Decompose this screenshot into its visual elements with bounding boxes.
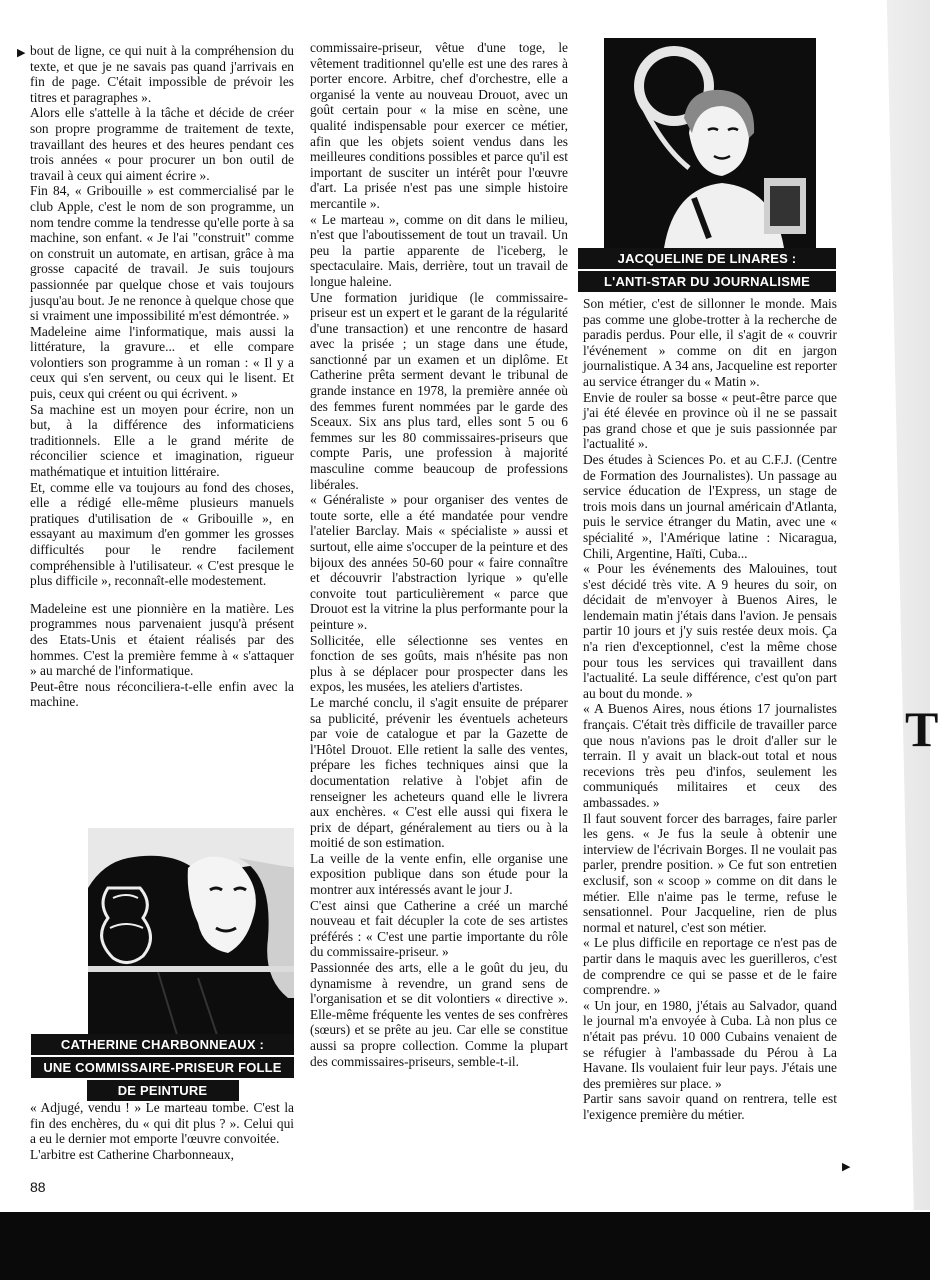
paragraph: « A Buenos Aires, nous étions 17 journalistes français. C'était très difficile de travailler parce que nous n'avions pas le droit d'aller sur le terrain. Il y avait un black-out total et nous recevions très peu d'infos, seulement les communiqués militaires et ceux des ambassades. » <box>583 701 837 810</box>
paragraph: Passionnée des arts, elle a le goût du jeu, du dynamisme à revendre, un grand sens de l'organisation et se dit volontiers « directive ». Elle-même fréquente les ventes de ses confrères (sœurs) et se prête au jeu. Car elle se constitue aussi sa propre collection. Comme la plupart des commissaires-priseurs, semble-t-il. <box>310 960 568 1069</box>
paragraph: Madeleine est une pionnière en la matière. Les programmes nous parvenaient jusqu'à présent des Etats-Unis et étaient réalisés par des hommes. C'est la première femme à « s'attaquer » au marché de l'informatique. <box>30 600 294 679</box>
paragraph: Il faut souvent forcer des barrages, faire parler les gens. « Je fus la seule à obtenir une interview de l'écrivain Borges. Il ne voulait pas parler, prendre position. » Ce fut son entretien exclusif, son « scoop » comme on dit dans le métier. Elle n'aime pas le terme, refuse le sensationnel. Pour Jacqueline, rien de plus normal et naturel, c'est son métier. <box>583 810 837 935</box>
scan-bottom-border <box>0 1212 930 1280</box>
paragraph: Son métier, c'est de sillonner le monde. Mais pas comme une globe-trotter à la recherche de paradis perdus. Pour elle, il s'agit de « couvrir l'événement » comme on dit en jargon journalistique. A 34 ans, Jacqueline est reporter au service étranger du « Matin ». <box>583 296 837 389</box>
paragraph: Des études à Sciences Po. et au C.F.J. (Centre de Formation des Journalistes). Un passage au service éducation de l'Express, un stage de trois mois dans un journal américain d'Atlanta, puis le service étranger du Matin, avec une « spécialité », l'Amérique latine : Nicaragua, Chili, Argentine, Haïti, Cuba... <box>583 451 837 561</box>
paragraph: Et, comme elle va toujours au fond des choses, elle a rédigé elle-même plusieurs manuels pratiques d'utilisation de « Gribouille », en essayant au maximum d'en gommer les grosses difficultés pour le rendre facilement compréhensible à l'utilisateur. « C'est presque le plus difficile », reconnaît-elle modestement. <box>30 479 294 589</box>
paragraph: « Pour les événements des Malouines, tout s'est décidé très vite. A 9 heures du soir, on décidait de m'envoyer à Buenos Aires, le lendemain matin j'étais dans l'avion. Je pensais partir 10 jours et j'y suis restée deux mois. Ça n'a rien d'exceptionnel, c'est la même chose pour tous les services qui travaillent dans l'actualité. La seule différence, c'est qu'on part au bout du monde. » <box>583 561 837 701</box>
headline-catherine <box>31 1034 294 1101</box>
paragraph: Peut-être nous réconciliera-t-elle enfin avec la machine. <box>30 678 294 710</box>
paragraph: « Le marteau », comme on dit dans le milieu, n'est que l'aboutissement de tout un travail. Un peu la partie apparente de l'iceberg, le spectaculaire. Mais, derrière, tout un travail de longue haleine. <box>310 211 568 289</box>
paragraph: Alors elle s'attelle à la tâche et décide de créer son propre programme de traitement de texte, travaillant des heures et des heures pendant ces trois années « pour procurer un bon outil de travail à ceux qui aiment écrire ». <box>30 105 294 183</box>
next-page-letter: T <box>905 701 938 757</box>
paragraph: Le marché conclu, il s'agit ensuite de préparer sa publicité, prévenir les éventuels acheteurs par voie de catalogue et par la Gazette de l'Hôtel Drouot. Elle retient la salle des ventes, prépare les fiches techniques ainsi que la documentation relative à l'objet afin de renseigner les acheteurs quand elle le livrera aux enchères. « C'est elle aussi qui fixera le prix de départ, généralement au tiers ou à la moitié de son estimation. <box>310 694 568 851</box>
catherine-portrait-photo <box>88 828 294 1038</box>
paragraph: bout de ligne, ce qui nuit à la compréhension du texte, et que je ne savais pas quand j'arrivais en fin de page. C'était impossible de prévoir les titres et paragraphes ». <box>30 43 294 105</box>
article-column-1 <box>30 43 294 710</box>
paragraph: commissaire-priseur, vêtue d'une toge, le vêtement traditionnel qu'elle est une des rares à porter encore. Arbitre, chef d'orchestre, elle a organisé la vente au nouveau Drouot, avec un goût certain pour « la mise en scène, une qualité indispensable pour exercer ce métier, afin que les objets soient vendus dans les meilleures conditions possibles et parce qu'il est important de susciter un intérêt pour l'œuvre d'art. La prisée n'est pas une simple histoire mercantile ». <box>310 40 568 211</box>
jacqueline-portrait-photo <box>604 38 816 248</box>
paragraph: Madeleine aime l'informatique, mais aussi la littérature, la gravure... et elle compare volontiers son programme à un roman : « Il y a ceux qui s'en servent, ou ceux qui le lisent. Et puis, ceux qui créent ou qui écrivent. » <box>30 323 294 402</box>
paragraph: La veille de la vente enfin, elle organise une exposition publique dans son étude pour la montrer aux intéressés avant le jour J. <box>310 850 568 898</box>
paragraph: « Généraliste » pour organiser des ventes de toute sorte, elle a été mandatée pour vendre l'atelier Barclay. Mais « spécialiste » aussi et surtout, elle aime s'occuper de la peinture et des bijoux des années 50-60 pour « faire connaître et découvrir l'abstraction lyrique » qu'elle convoite tout particulièrement « parce que Drouot est la vitrine la plus performante pour la peinture ». <box>310 492 568 632</box>
paragraph: « Le plus difficile en reportage ce n'est pas de partir dans le maquis avec les guerilleros, c'est de comprendre ce qui se passe et de le faire comprendre. » <box>583 935 837 998</box>
paragraph: C'est ainsi que Catherine a créé un marché nouveau et fait décupler la cote de ses artistes préférés : « C'est une partie importante du rôle du commissaire-priseur. » <box>310 897 568 960</box>
headline-line: UNE COMMISSAIRE-PRISEUR FOLLE <box>31 1057 294 1078</box>
continuation-arrow-icon: ▶ <box>842 1161 851 1173</box>
headline-line: CATHERINE CHARBONNEAUX : <box>31 1034 294 1055</box>
paragraph: Sa machine est un moyen pour écrire, non un but, à la différence des informaticiens traditionnels. Elle a le grand mérite de réconcilier science et imagination, rigueur mathématique et intuition littéraire. <box>30 401 294 480</box>
headline-line: JACQUELINE DE LINARES : <box>578 248 836 269</box>
paragraph: « Un jour, en 1980, j'étais au Salvador, quand le journal m'a envoyée à Cuba. Là non plus ce n'était pas prévu. 10 000 Cubains venaient de se réfugier à l'ambassade du Pérou à La Havane. Ils voulaient fuir leur pays. J'étais une des premières sur place. » <box>583 997 837 1091</box>
article-column-1-lower <box>30 1100 294 1162</box>
article-column-2 <box>310 40 568 1069</box>
continuation-arrow-icon: ▶ <box>17 47 26 59</box>
paragraph: « Adjugé, vendu ! » Le marteau tombe. C'est la fin des enchères, du « qui dit plus ? ». Celui qui a eu le dernier mot emporte l'œuvre convoitée. <box>30 1100 294 1147</box>
page-edge-shadow <box>822 0 930 1210</box>
paragraph: Une formation juridique (le commissaire-priseur est un expert et le garant de la régularité d'une transaction) et une rencontre de hasard avec la prisée ; un stage dans une étude, sanctionné par un examen et un diplôme. Et Catherine prêta serment devant le tribunal de grande instance en 1978, la première année où des femmes furent nommées par le garde des Sceaux. Six ans plus tard, elles sont 5 ou 6 femmes sur les 80 commissaires-priseurs que compte Paris, une profession à majorité masculine comme beaucoup de professions libérales. <box>310 289 568 492</box>
headline-line: L'ANTI-STAR DU JOURNALISME <box>578 271 836 292</box>
paragraph: Fin 84, « Gribouille » est commercialisé par le club Apple, c'est le nom de son programme, un nom tendre comme la tendresse qu'elle porte à sa machine, son enfant. « Je l'ai "construit" comme on construit un automate, en artisan, grâce à ma grosse capacité de travail. Je suis toujours passionnée par quelque chose et vais toujours jusqu'au bout. Je ne renonce à quelque chose que si vraiment une impossibilité m'est démontrée. » <box>30 183 294 324</box>
paragraph: Sollicitée, elle sélectionne ses ventes en fonction de ses goûts, mais n'hésite pas non plus à se déplacer pour prospecter dans les expos, les musées, les ateliers d'artistes. <box>310 632 568 695</box>
headline-jacqueline <box>578 248 836 294</box>
article-column-3 <box>583 296 837 1122</box>
headline-line: DE PEINTURE <box>87 1080 239 1101</box>
paragraph: Envie de rouler sa bosse « peut-être parce que j'ai été élevée en province où il ne se passait pas grand chose et que je suis passionnée par l'actualité ». <box>583 389 837 452</box>
paragraph: L'arbitre est Catherine Charbonneaux, <box>30 1146 234 1162</box>
page-number: 88 <box>30 1179 46 1195</box>
paragraph: Partir sans savoir quand on rentrera, telle est l'exigence première du métier. <box>583 1091 837 1122</box>
